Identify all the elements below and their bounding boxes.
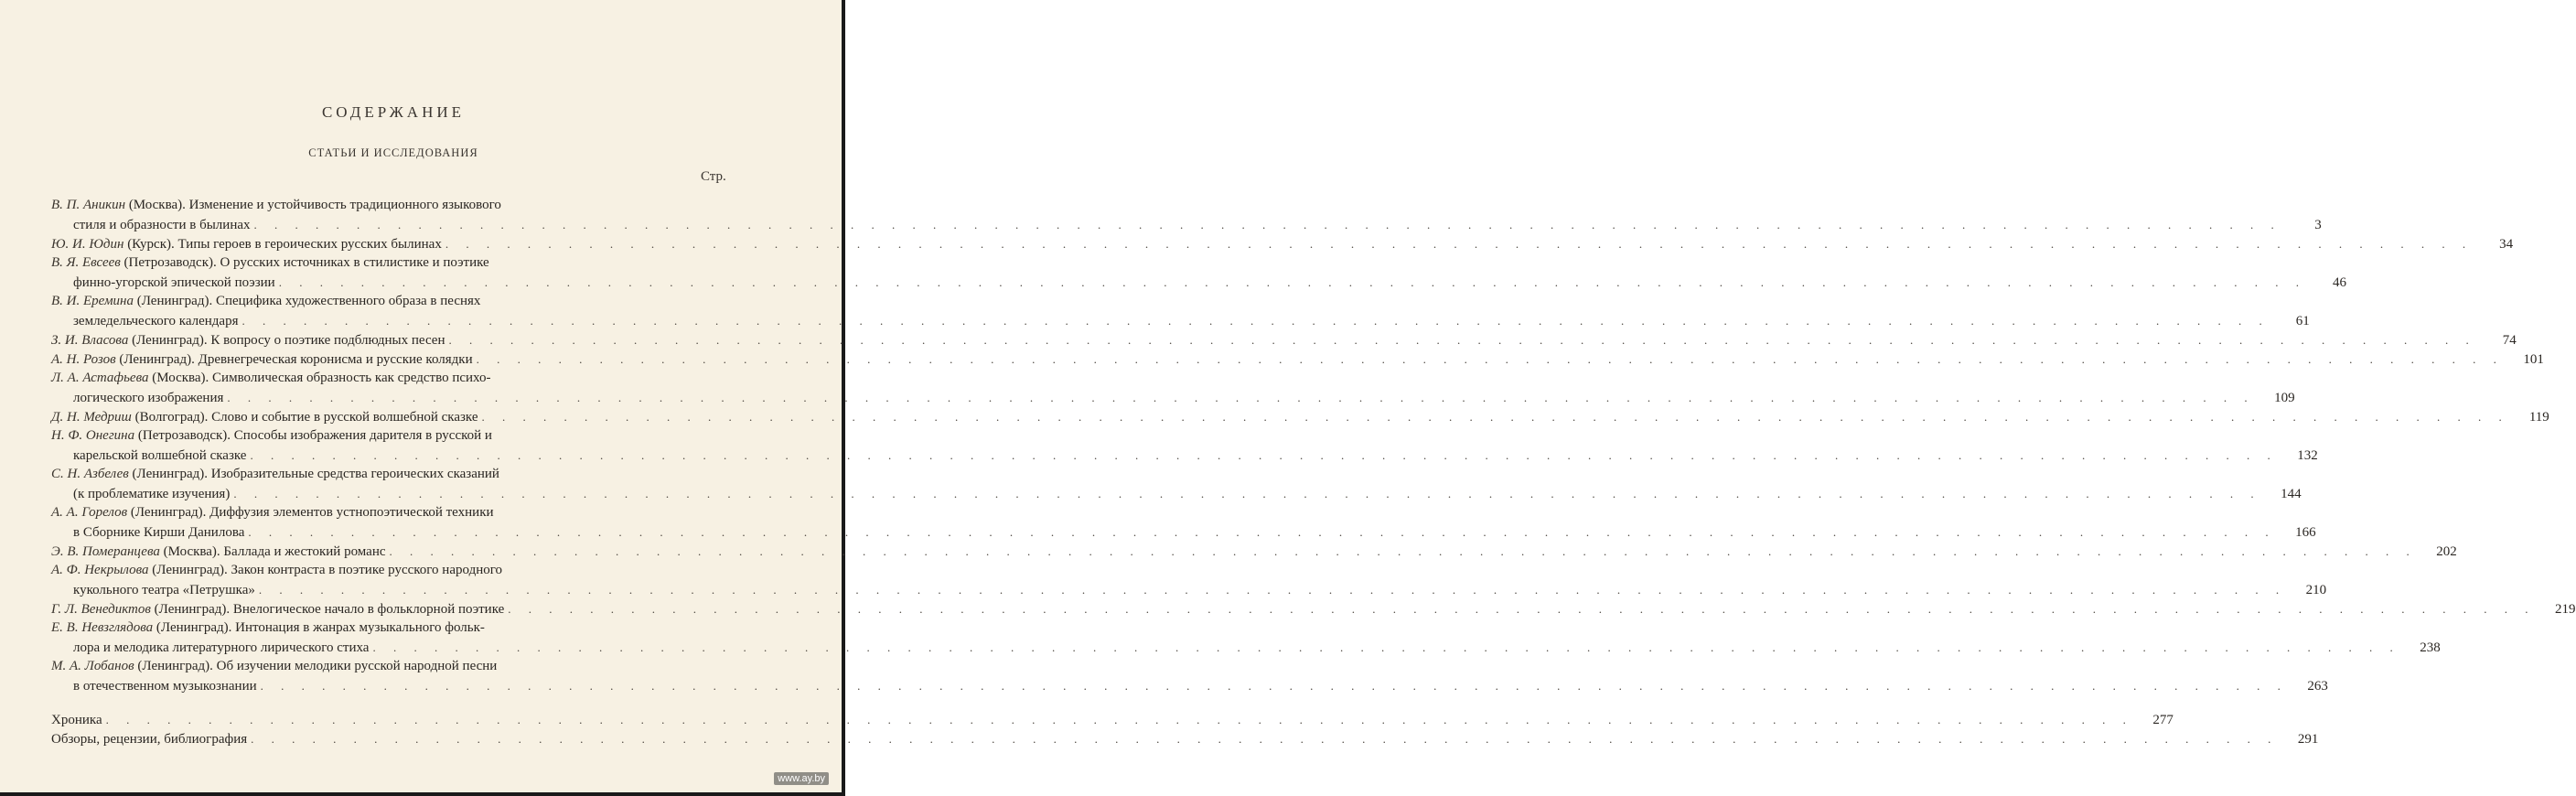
entry-title: (Ленинград). Изобразительные средства героических сказаний	[128, 467, 499, 481]
dot-leader	[445, 234, 2473, 253]
entry-title: карельской волшебной сказке	[73, 448, 247, 463]
entry-title: (Ленинград). К вопросу о поэтике подблюдных песен	[128, 333, 445, 348]
entry-author: В. П. Аникин	[51, 198, 126, 212]
entry-title: финно-угорской эпической поэзии	[73, 275, 275, 290]
entry-text	[51, 465, 499, 484]
dot-leader	[477, 350, 2504, 369]
page-number: 219	[2555, 602, 2576, 617]
toc-line	[51, 657, 739, 676]
toc-line	[51, 676, 2328, 695]
entry-author: Л. А. Астафьева	[51, 371, 149, 385]
entry-text	[73, 523, 244, 543]
section-heading: СТАТЬИ И ИССЛЕДОВАНИЯ	[308, 146, 478, 159]
toc-entry	[51, 330, 2517, 350]
entry-author: Г. Л. Венедиктов	[51, 602, 151, 617]
table-of-contents	[51, 196, 2576, 748]
toc-line	[51, 369, 739, 388]
toc-line	[51, 407, 2549, 426]
toc-line	[51, 599, 2576, 619]
page-number: 263	[2307, 679, 2328, 694]
toc-line	[51, 638, 2441, 657]
entry-text	[51, 350, 473, 370]
page-number: 46	[2332, 275, 2346, 290]
toc-line	[51, 215, 2322, 234]
dot-leader	[250, 446, 2277, 465]
entry-text	[73, 389, 223, 408]
toc-entry	[51, 503, 2316, 542]
toc-line	[51, 234, 2514, 253]
toc-line	[51, 311, 2310, 330]
toc-line	[51, 446, 2318, 465]
toc-entry	[51, 369, 2295, 407]
entry-title: (Петрозаводск). О русских источниках в стилистике и поэтике	[120, 255, 489, 270]
toc-entry	[51, 350, 2544, 369]
entry-author: Э. В. Померанцева	[51, 544, 160, 559]
entry-text	[51, 331, 445, 350]
entry-title: (Москва). Изменение и устойчивость традиционного языкового	[125, 198, 501, 212]
page-number: 132	[2297, 448, 2318, 463]
entry-text	[73, 446, 246, 466]
entry-text	[51, 196, 501, 215]
dot-leader	[508, 599, 2535, 619]
entry-text	[73, 581, 255, 600]
entry-title: логического изображения	[73, 391, 224, 405]
dot-leader	[227, 388, 2254, 407]
entry-title: в отечественном музыкознании	[73, 679, 257, 694]
entry-author: В. И. Еремина	[51, 294, 134, 308]
toc-entry	[51, 465, 2302, 503]
page-number: 277	[2152, 713, 2174, 727]
entry-author: М. А. Лобанов	[51, 659, 134, 673]
entry-title: Хроника	[51, 713, 102, 727]
entry-text	[51, 503, 494, 522]
dot-leader	[279, 273, 2306, 292]
toc-line	[51, 426, 739, 446]
entry-author: Н. Ф. Онегина	[51, 428, 135, 443]
entry-text	[73, 312, 239, 331]
entry-text	[73, 274, 275, 293]
entry-text	[73, 485, 230, 504]
entry-title: земледельческого календаря	[73, 314, 239, 328]
entry-text	[51, 235, 442, 254]
dot-leader	[448, 330, 2475, 350]
toc-entry	[51, 599, 2576, 619]
dot-leader	[482, 407, 2509, 426]
dot-leader	[106, 710, 2133, 729]
page-number: 101	[2523, 352, 2544, 367]
toc-line	[51, 465, 739, 484]
page-number: 3	[2314, 218, 2322, 232]
entry-title: (к проблематике изучения)	[73, 487, 231, 501]
entry-text	[51, 369, 490, 388]
entry-author: Ю. И. Юдин	[51, 237, 124, 252]
entry-title: (Ленинград). Древнегреческая корониcма и русские колядки	[115, 352, 473, 367]
toc-entry	[51, 657, 2328, 695]
entry-title: в Сборнике Кирши Данилова	[73, 525, 245, 540]
toc-entry	[51, 542, 2457, 561]
entry-author: А. Ф. Некрылова	[51, 563, 149, 577]
toc-line	[51, 484, 2302, 503]
toc-line	[51, 196, 739, 215]
page-number: 109	[2274, 391, 2295, 405]
entry-text	[73, 216, 251, 235]
entry-title: (Ленинград). Интонация в жанрах музыкального фольк-	[153, 620, 485, 635]
toc-entry	[51, 426, 2318, 465]
entry-text	[73, 639, 369, 658]
entry-author: А. Н. Розов	[51, 352, 116, 367]
toc-line	[51, 580, 2327, 599]
entry-text	[51, 561, 502, 580]
toc-line	[51, 292, 739, 311]
entry-author: Д. Н. Медриш	[51, 410, 132, 425]
entry-text	[51, 619, 485, 638]
entry-title: (Петрозаводск). Способы изображения дарителя в русской и	[134, 428, 492, 443]
entry-title: (Курск). Типы героев в героических русских былинах	[123, 237, 442, 252]
dot-leader	[248, 522, 2275, 542]
toc-entry	[51, 196, 2322, 234]
entry-title: (Ленинград). Об изучении мелодики русской народной песни	[134, 659, 498, 673]
page-number: 202	[2436, 544, 2457, 559]
entry-author: В. Я. Евсеев	[51, 255, 121, 270]
page-title: СОДЕРЖАНИЕ	[321, 103, 466, 121]
dot-leader	[372, 638, 2399, 657]
entry-title: (Ленинград). Специфика художественного образа в песнях	[133, 294, 481, 308]
entry-title: (Волгоград). Слово и событие в русской волшебной сказке	[131, 410, 478, 425]
entry-author: С. Н. Азбелев	[51, 467, 129, 481]
toc-line	[51, 522, 2316, 542]
toc-entry	[51, 292, 2310, 330]
page-number: 210	[2305, 583, 2327, 597]
dot-leader	[233, 484, 2260, 503]
toc-line	[51, 330, 2517, 350]
page-column-label: Стр.	[701, 169, 726, 184]
toc-line	[51, 388, 2295, 407]
dot-leader	[251, 729, 2278, 748]
entry-title: стиля и образности в былинах	[73, 218, 251, 232]
toc-line	[51, 253, 739, 273]
page-number: 291	[2297, 732, 2319, 747]
entry-text	[51, 657, 497, 676]
entry-text	[51, 600, 504, 619]
entry-author: А. А. Горелов	[51, 505, 128, 520]
page-number: 238	[2420, 640, 2441, 655]
page-number: 74	[2502, 333, 2517, 348]
entry-author: Е. В. Невзглядова	[51, 620, 154, 635]
toc-entry	[51, 234, 2514, 253]
toc-line	[51, 503, 739, 522]
toc-entry	[51, 407, 2549, 426]
toc-entry	[51, 561, 2327, 599]
toc-entry	[51, 619, 2441, 657]
page-number: 166	[2295, 525, 2316, 540]
page-number: 61	[2295, 314, 2310, 328]
toc-line	[51, 729, 2319, 748]
page-number: 119	[2528, 410, 2549, 425]
entry-text	[51, 543, 386, 562]
toc-entry	[51, 253, 2346, 292]
entry-title: (Москва). Символическая образность как средство психо-	[148, 371, 491, 385]
entry-title: Обзоры, рецензии, библиография	[51, 732, 248, 747]
entry-text	[73, 677, 257, 696]
dot-leader	[390, 542, 2417, 561]
section-spacer	[51, 695, 739, 710]
page-number: 34	[2499, 237, 2514, 252]
entry-text	[51, 426, 492, 446]
entry-text	[51, 408, 478, 427]
entry-text	[51, 292, 480, 311]
dot-leader	[254, 215, 2281, 234]
entry-text	[51, 253, 489, 273]
page-number: 144	[2281, 487, 2302, 501]
toc-line	[51, 350, 2544, 369]
entry-title: (Ленинград). Закон контраста в поэтике русского народного	[148, 563, 503, 577]
watermark: www.ay.by	[774, 772, 829, 785]
dot-leader	[242, 311, 2270, 330]
entry-title: (Москва). Баллада и жестокий романс	[159, 544, 386, 559]
toc-line	[51, 619, 739, 638]
entry-title: кукольного театра «Петрушка»	[73, 583, 255, 597]
dot-leader	[261, 676, 2288, 695]
toc-line	[51, 710, 2174, 729]
entry-title: (Ленинград). Внелогическое начало в фольклорной поэтике	[150, 602, 505, 617]
entry-author: З. И. Власова	[51, 333, 129, 348]
entry-title: лора и мелодика литературного лирического стиха	[73, 640, 370, 655]
toc-line	[51, 542, 2457, 561]
toc-line	[51, 273, 2346, 292]
toc-line	[51, 561, 739, 580]
entry-title: (Ленинград). Диффузия элементов устнопоэтической техники	[127, 505, 494, 520]
dot-leader	[259, 580, 2286, 599]
